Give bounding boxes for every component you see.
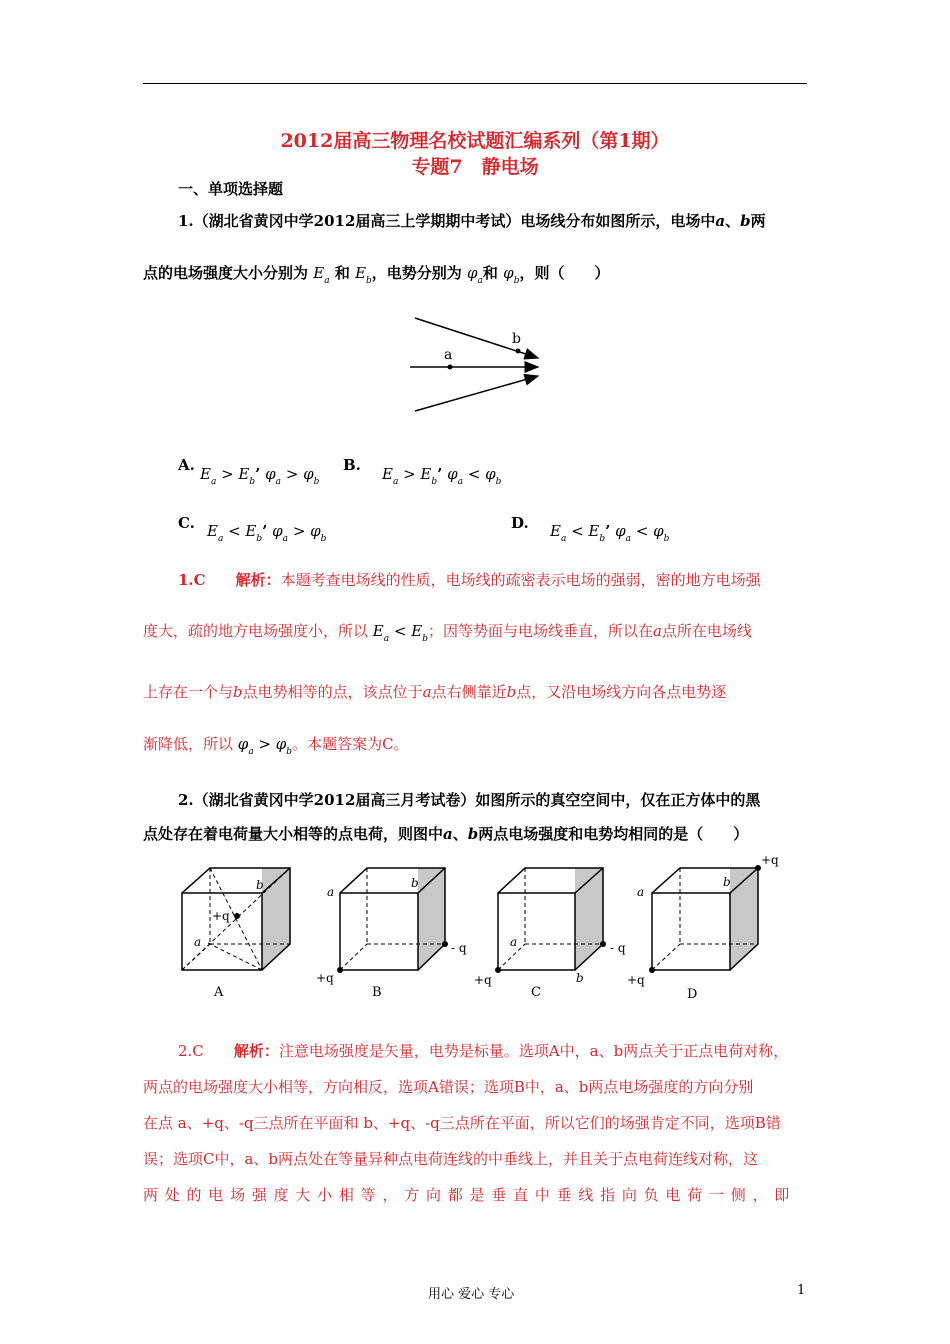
q2-line1: 2.（湖北省黄冈中学2012届高三月考试卷）如图所示的真空空间中，仅在正方体中的黑 [178,791,761,809]
cube-a-label: A [214,985,224,1000]
svg-text:a: a [194,935,202,949]
page-number: 1 [797,1283,806,1298]
option-b[interactable]: B. [343,456,361,474]
a1-line4: 渐降低，所以 $\varphi_a > \varphi_b$。本题答案为C。 [143,735,409,757]
option-b-expr: $E_a > E_b$’ $\varphi_a < \varphi_b$ [382,465,502,487]
page-subtitle: 专题7 静电场 [411,156,539,178]
point-a-label: a [444,347,453,363]
cube-figure-a [170,858,300,1003]
svg-text:b: b [723,875,731,889]
option-a-expr: $E_a > E_b$’ $\varphi_a > \varphi_b$ [200,465,320,487]
page-title: 2012届高三物理名校试题汇编系列（第1期） [280,130,670,152]
svg-text:a: a [510,935,518,949]
point-a [448,365,453,370]
a1-line3: 上存在一个与b点电势相等的点，该点位于a点右侧靠近b点，又沿电场线方向各点电势逐 [143,683,727,701]
cube-figure-b [315,858,475,1003]
svg-text:- q: - q [610,941,626,955]
cube-figure-d [625,852,785,1002]
cube-d-label: D [687,987,698,1002]
a2-line5: 两 处 的 电 场 强 度 大 小 相 等 ， 方 向 都 是 垂 直 中 垂 线 指 向 负 电 荷 一 侧 ， 即 [143,1186,791,1204]
svg-text:b: b [256,878,264,892]
svg-text:+q: +q [316,971,334,985]
svg-text:a: a [637,885,645,899]
field-line-bottom [415,376,538,411]
point-b [516,349,521,354]
svg-text:+q: +q [627,973,645,987]
a2-line1: 2.C 解析：注意电场强度是矢量，电势是标量。选项A中，a、b两点关于正点电荷对称， [178,1042,789,1060]
cube-c-label: C [531,985,541,1000]
a2-line4: 误；选项C中，a、b两点处在等量异种点电荷连线的中垂线上，并且关于点电荷连线对称，这 [143,1150,759,1168]
header-rule [143,83,807,84]
a2-line3: 在点 a、+q、-q三点所在平面和 b、+q、-q三点所在平面，所以它们的场强肯定不同，选项B错 [143,1114,781,1132]
a2-line2: 两点的电场强度大小相等，方向相反，选项A错误；选项B中，a、b两点电场强度的方向分别 [143,1078,754,1096]
svg-text:b: b [411,876,419,890]
q1-line2: 点的电场强度大小分别为 $E_a$ 和 $E_b$，电势分别为 $\varphi_a$和 $\varphi_b$，则（ ） [143,264,610,286]
section-heading: 一、单项选择题 [178,180,284,198]
q1-line1: 1.（湖北省黄冈中学2012届高三上学期期中考试）电场线分布如图所示，电场中a、b两 [178,212,766,230]
a1-line2: 度大，疏的地方电场强度小，所以 $E_a < E_b$；因等势面与电场线垂直，所以在a点所在电场线 [143,622,752,644]
q2-line2: 点处存在着电荷量大小相等的点电荷，则图中a、b两点电场强度和电势均相同的是（ ） [143,825,749,843]
option-a[interactable]: A. [178,456,195,474]
point-b-label: b [512,331,521,347]
field-lines-figure [405,310,550,418]
svg-text:b: b [576,971,584,985]
option-c-expr: $E_a < E_b$’ $\varphi_a > \varphi_b$ [207,522,327,544]
svg-text:+q: +q [212,909,230,923]
option-d[interactable]: D. [511,514,529,532]
cube-figure-c [470,858,635,1003]
svg-text:+q: +q [474,973,492,987]
option-c[interactable]: C. [178,514,195,532]
footer-text: 用心 爱心 专心 [428,1287,515,1302]
a1-line1: 1.C 解析：本题考查电场线的性质，电场线的疏密表示电场的强弱，密的地方电场强 [178,571,761,589]
svg-text:+q: +q [761,853,779,867]
svg-text:a: a [327,885,335,899]
option-d-expr: $E_a < E_b$’ $\varphi_a < \varphi_b$ [550,522,670,544]
cube-b-label: B [372,985,382,1000]
svg-text:- q: - q [451,941,467,955]
